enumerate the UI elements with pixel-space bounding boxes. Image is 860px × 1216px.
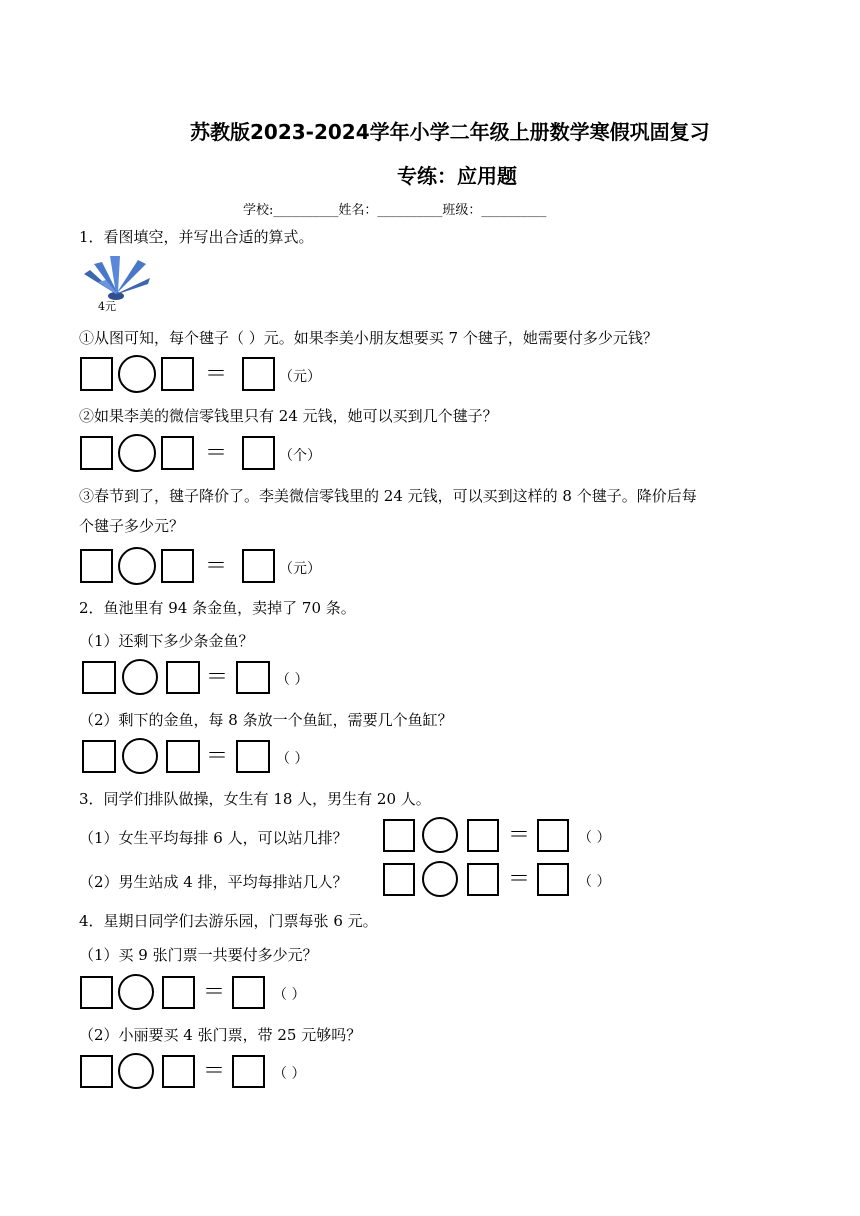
question-1-stem: 1．看图填空，并写出合适的算式。 [79,228,314,246]
result-box[interactable] [236,740,270,773]
result-box[interactable] [537,863,569,896]
answer-box[interactable] [467,819,499,852]
unit-label: （ ） [578,874,611,890]
operator-circle[interactable] [122,659,158,695]
question-3-stem: 3．同学们排队做操，女生有 18 人，男生有 20 人。 [79,790,431,808]
result-box[interactable] [242,357,275,391]
unit-label: （ ） [276,751,309,767]
question-3-part-1: （1）女生平均每排 6 人，可以站几排？ [79,829,348,847]
operator-circle[interactable] [118,547,156,585]
unit-label: （个） [279,448,321,464]
result-box[interactable] [537,819,569,852]
unit-label: （ ） [273,1066,306,1082]
question-4-part-2: （2）小丽要买 4 张门票，带 25 元够吗？ [79,1026,362,1044]
question-4-part-1: （1）买 9 张门票一共要付多少元？ [79,946,318,964]
question-2-part-2: （2）剩下的金鱼，每 8 条放一个鱼缸，需要几个鱼缸？ [79,711,453,729]
answer-box[interactable] [82,740,116,773]
answer-box[interactable] [162,976,195,1009]
answer-box[interactable] [162,1055,195,1088]
equals-sign: ＝ [508,823,531,848]
result-box[interactable] [232,976,265,1009]
operator-circle[interactable] [118,1053,154,1089]
equals-sign: ＝ [205,441,228,466]
operator-circle[interactable] [118,355,156,393]
student-info-line: 学校:__________姓名：__________班级：__________ [243,203,547,218]
equals-sign: ＝ [206,665,229,690]
unit-label: （ ） [578,830,611,846]
answer-box[interactable] [383,819,415,852]
result-box[interactable] [232,1055,265,1088]
answer-box[interactable] [161,549,194,583]
question-1-part-3-cont: 个毽子多少元？ [79,517,185,535]
answer-box[interactable] [383,863,415,896]
result-box[interactable] [242,549,275,583]
unit-label: （ ） [273,987,306,1003]
answer-box[interactable] [80,549,113,583]
answer-box[interactable] [82,661,116,694]
question-3-part-2: （2）男生站成 4 排，平均每排站几人？ [79,873,348,891]
operator-circle[interactable] [122,738,158,774]
answer-box[interactable] [80,436,113,470]
answer-box[interactable] [161,357,194,391]
question-1-part-2: ②如果李美的微信零钱里只有 24 元钱，她可以买到几个毽子？ [79,407,498,425]
equals-sign: ＝ [205,554,228,579]
question-4-stem: 4．星期日同学们去游乐园，门票每张 6 元。 [79,912,378,930]
unit-label: （元） [279,369,321,385]
result-box[interactable] [242,436,275,470]
answer-box[interactable] [166,661,200,694]
equals-sign: ＝ [203,980,226,1005]
price-caption: 4元 [98,300,116,313]
answer-box[interactable] [80,1055,113,1088]
question-1-part-3: ③春节到了，毽子降价了。李美微信零钱里的 24 元钱，可以买到这样的 8 个毽子。降价后每 [79,487,697,505]
operator-circle[interactable] [118,974,154,1010]
unit-label: （元） [279,561,321,577]
page-subtitle: 专练：应用题 [397,164,517,188]
answer-box[interactable] [80,976,113,1009]
operator-circle[interactable] [118,434,156,472]
page-title: 苏教版2023-2024学年小学二年级上册数学寒假巩固复习 [190,120,710,144]
question-1-part-1: ①从图可知，每个毽子（ ）元。如果李美小朋友想要买 7 个毽子，她需要付多少元钱？ [79,329,658,347]
question-2-part-1: （1）还剩下多少条金鱼？ [79,632,254,650]
answer-box[interactable] [80,357,113,391]
equals-sign: ＝ [203,1059,226,1084]
answer-box[interactable] [467,863,499,896]
equals-sign: ＝ [206,744,229,769]
equals-sign: ＝ [508,867,531,892]
answer-box[interactable] [166,740,200,773]
shuttlecock-image [80,252,152,312]
equals-sign: ＝ [205,362,228,387]
question-2-stem: 2．鱼池里有 94 条金鱼，卖掉了 70 条。 [79,599,356,617]
answer-box[interactable] [161,436,194,470]
operator-circle[interactable] [422,817,458,853]
unit-label: （ ） [276,672,309,688]
operator-circle[interactable] [422,861,458,897]
result-box[interactable] [236,661,270,694]
